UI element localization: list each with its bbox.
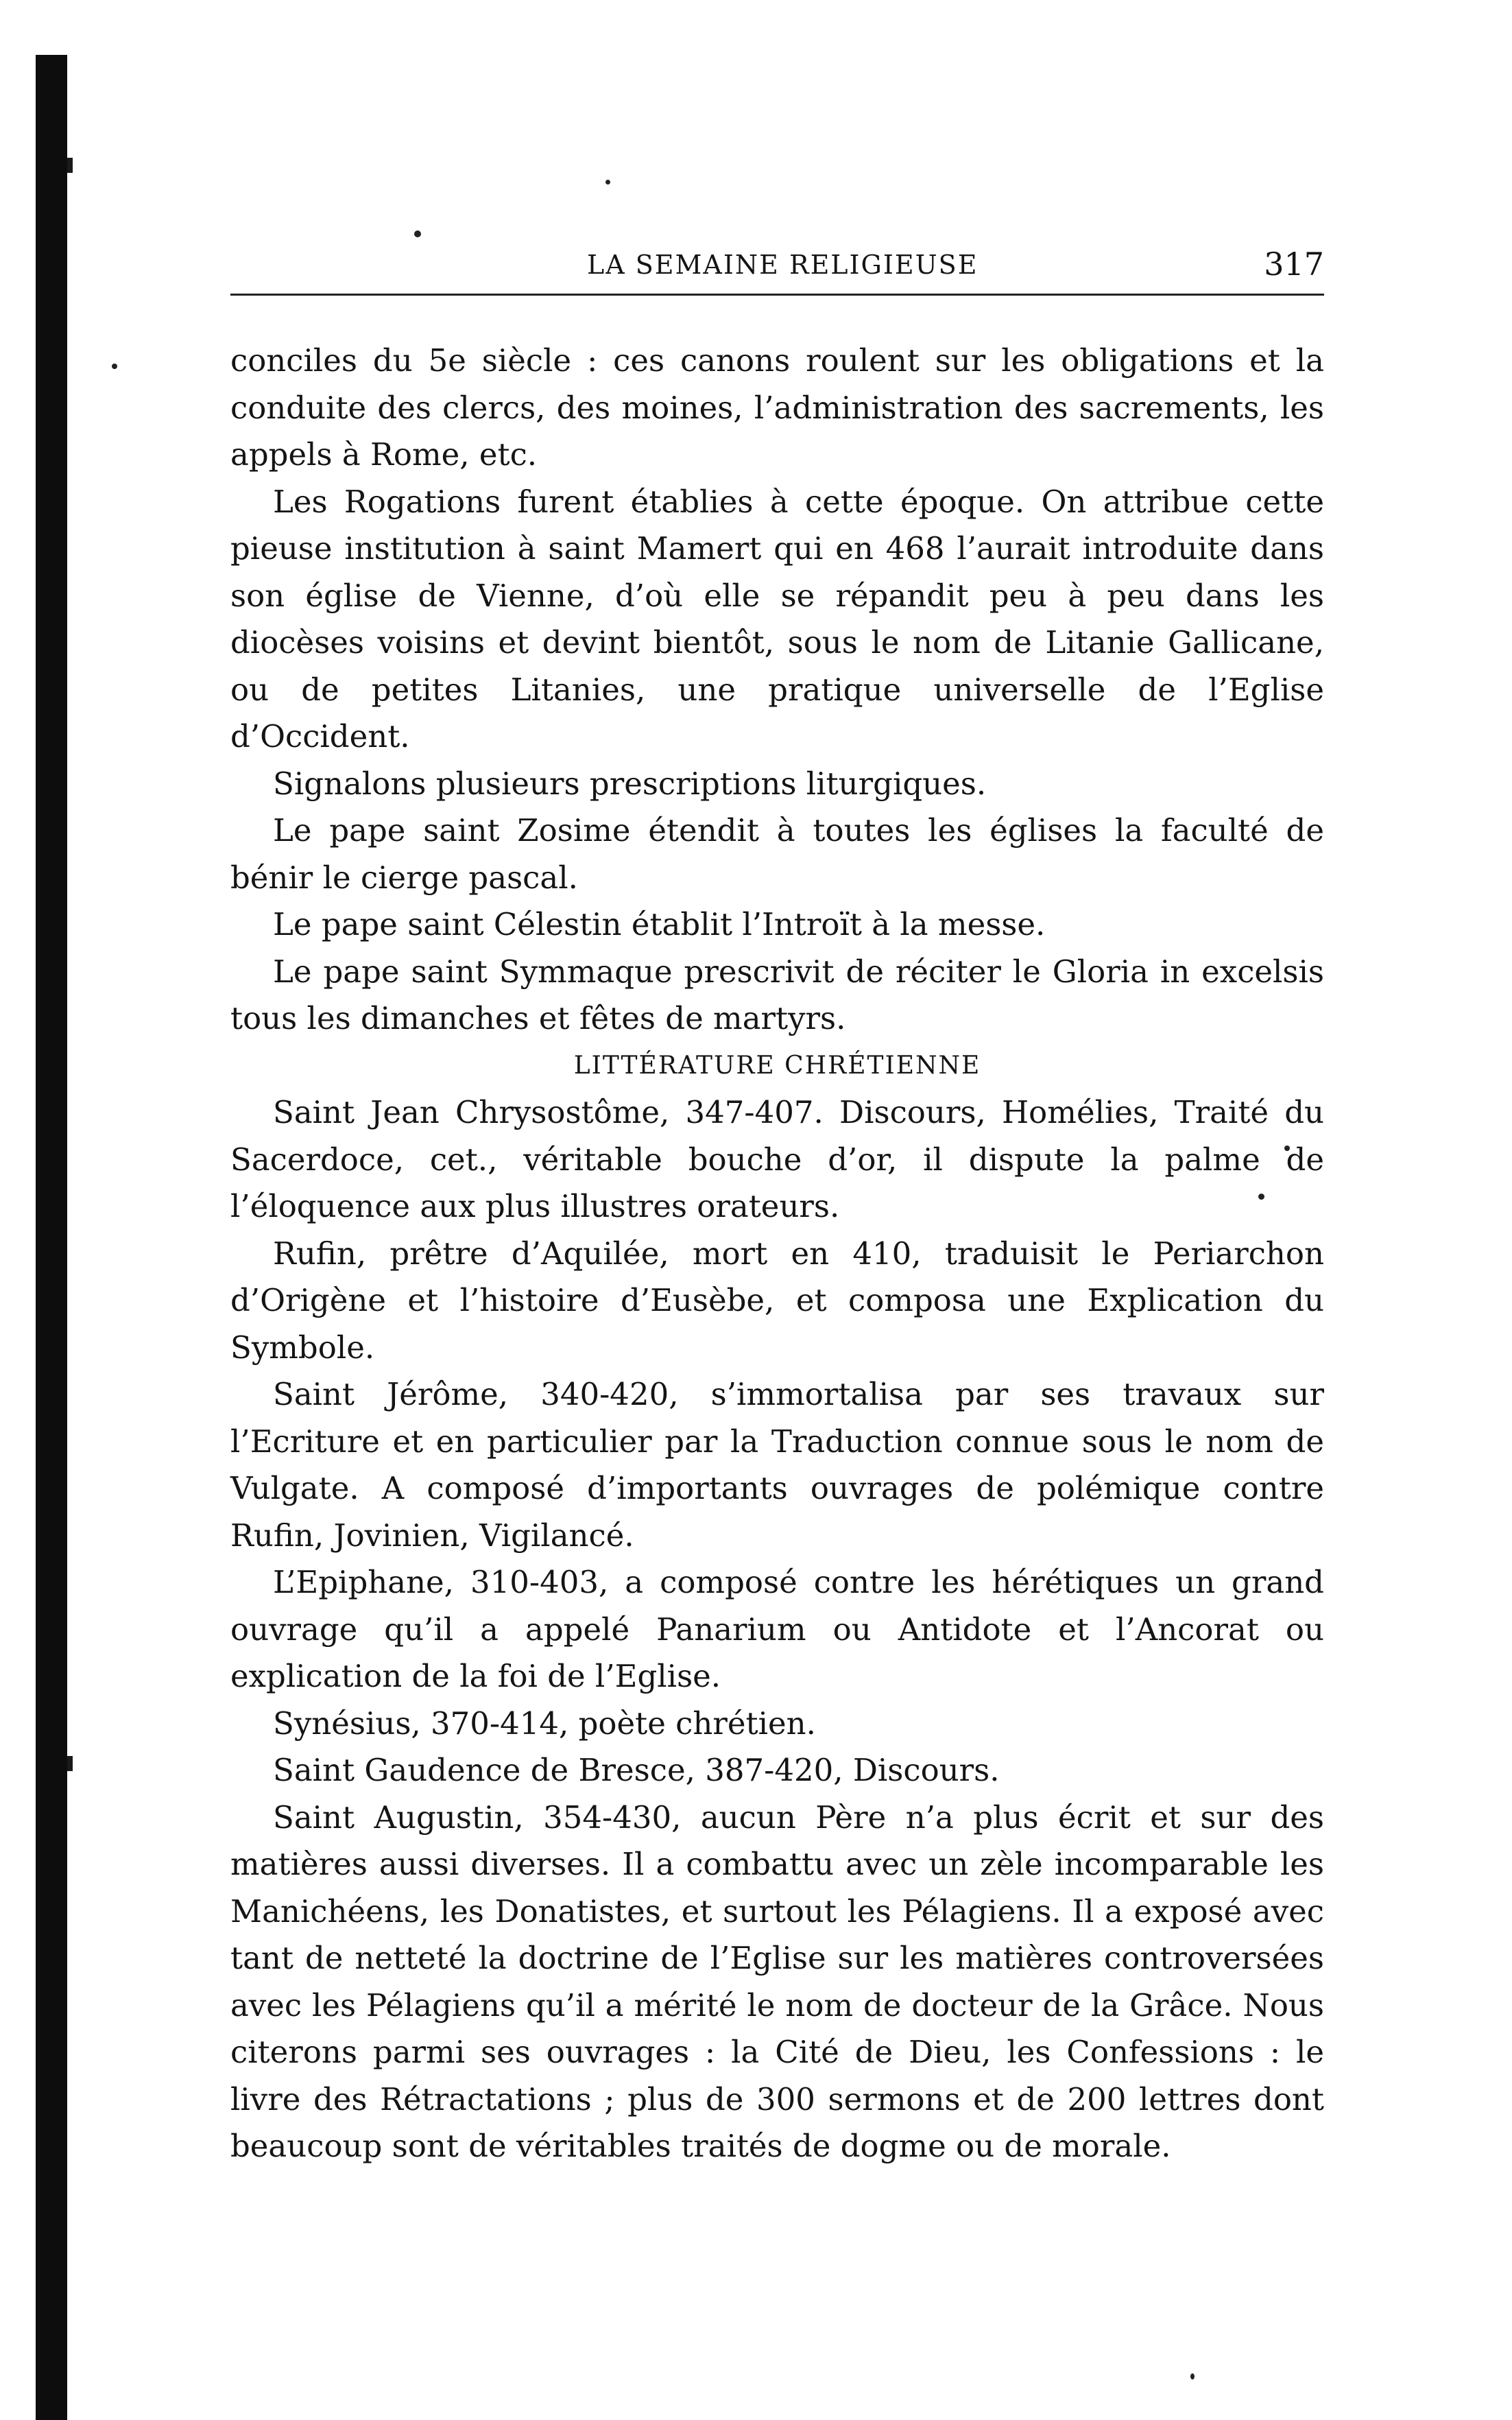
ink-speck (112, 364, 117, 369)
paragraph: L’Epiphane, 310-403, a composé contre les hérétiques un grand ouvrage qu’il a appelé Panarium ou Antidote et l’Ancorat ou explication de la foi de l’Eglise. (230, 1564, 1324, 1694)
paragraph: Le pape saint Symmaque prescrivit de réciter le Gloria in excelsis tous les dimanches et fêtes de martyrs. (230, 953, 1324, 1036)
page (230, 240, 1324, 2170)
section-heading: LITTÉRATURE CHRÉTIENNE (573, 1051, 981, 1080)
paragraph: Rufin, prêtre d’Aquilée, mort en 410, traduisit le Periarchon d’Origène et l’histoire d’Eusèbe, et composa une Explication du Symbole. (230, 1235, 1324, 1366)
binding-tick (67, 158, 73, 173)
paragraph: Signalons plusieurs prescriptions liturgiques. (273, 765, 987, 802)
paragraph: Le pape saint Zosime étendit à toutes les églises la faculté de bénir le cierge pascal. (230, 812, 1324, 896)
ink-speck (605, 180, 610, 185)
running-head (230, 240, 1324, 295)
ink-speck (1190, 2373, 1195, 2380)
binding-edge (36, 55, 67, 2420)
header-rule (230, 294, 1324, 296)
ink-speck (414, 230, 421, 237)
page-number: 317 (1264, 246, 1324, 283)
paragraph: Les Rogations furent établies à cette époque. On attribue cette pieuse institution à saint Mamert qui en 468 l’aurait introduite dans son église de Vienne, d’où elle se répandit peu à peu dans les diocèses voisins et devint bientôt, sous le nom de Litanie Gallicane, ou de petites Litanies, une pratique universelle de l’Eglise d’Occident. (230, 483, 1324, 755)
paragraph: Synésius, 370-414, poète chrétien. (273, 1705, 816, 1742)
running-title: LA SEMAINE RELIGIEUSE (587, 250, 979, 280)
paragraph: Saint Jean Chrysostôme, 347-407. Discours, Homélies, Traité du Sacerdoce, cet., véritable bouche d’or, il dispute la palme de l’éloquence aux plus illustres orateurs. (230, 1094, 1324, 1224)
paragraph: Le pape saint Célestin établit l’Introït à la messe. (273, 906, 1046, 942)
paragraph: Saint Jérôme, 340-420, s’immortalisa par ses travaux sur l’Ecriture et en particulier par la Traduction connue sous le nom de Vulgate. A composé d’importants ouvrages de polémique contre Rufin, Jovinien, Vigilancé. (230, 1376, 1324, 1554)
paragraph: conciles du 5e siècle : ces canons roulent sur les obligations et la conduite des clercs, des moines, l’administration des sacrements, les appels à Rome, etc. (230, 342, 1324, 473)
body-text (230, 337, 1324, 2170)
binding-tick (67, 1756, 73, 1771)
paragraph: Saint Gaudence de Bresce, 387-420, Discours. (273, 1752, 1000, 1788)
paragraph: Saint Augustin, 354-430, aucun Père n’a plus écrit et sur des matières aussi diverses. Il a combattu avec un zèle incomparable les Manichéens, les Donatistes, et surtout les Pélagiens. Il a exposé avec tant de netteté la doctrine de l’Eglise sur les matières controversées avec les Pélagiens qu’il a mérité le nom de docteur de la Grâce. Nous citerons parmi ses ouvrages : la Cité de Dieu, les Confessions : le livre des Rétractations ; plus de 300 sermons et de 200 lettres dont beaucoup sont de véritables traités de dogme ou de morale. (230, 1799, 1324, 2164)
